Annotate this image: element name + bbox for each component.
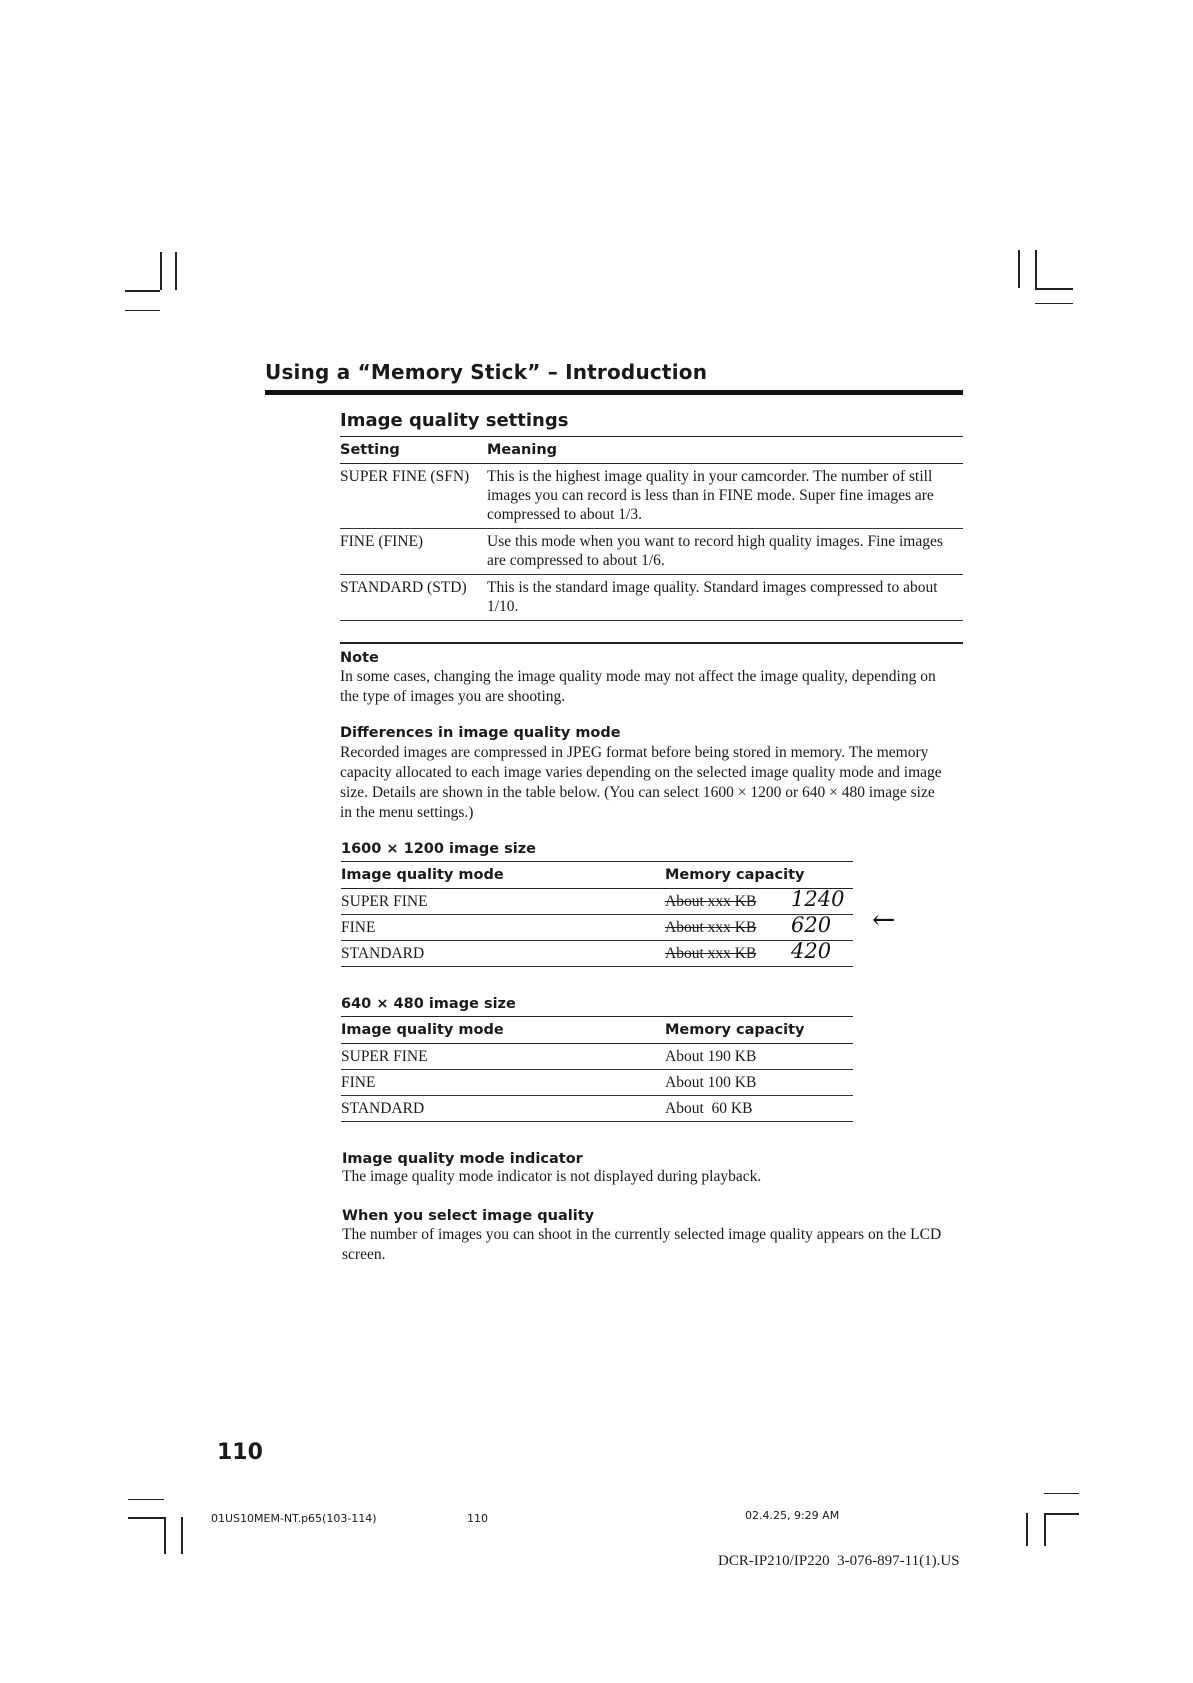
mode-cell: STANDARD (341, 941, 665, 967)
column-header-meaning: Meaning (487, 437, 963, 464)
setting-cell: SUPER FINE (SFN) (340, 464, 487, 529)
indicator-text: The image quality mode indicator is not displayed during playback. (342, 1168, 762, 1185)
image-quality-settings-title: Image quality settings (340, 410, 569, 431)
note-title: Note (340, 650, 379, 666)
mode-cell: FINE (341, 1070, 665, 1096)
section-divider (340, 642, 963, 644)
capacity-cell (665, 915, 853, 941)
setting-cell: FINE (FINE) (340, 529, 487, 575)
crop-mark-top-left (175, 252, 177, 290)
capacity-cell: About 100 KB (665, 1070, 853, 1096)
meaning-cell: Use this mode when you want to record high quality images. Fine images are compressed to about 1/6. (487, 529, 963, 575)
table-640-caption: 640 × 480 image size (341, 996, 516, 1012)
mode-cell: SUPER FINE (341, 889, 665, 915)
crop-mark-bottom-left (128, 1517, 164, 1519)
crop-mark-bottom-right (1044, 1493, 1079, 1494)
capacity-cell: About 60 KB (665, 1096, 853, 1122)
table-1600-caption: 1600 × 1200 image size (341, 841, 537, 857)
heading-rule (265, 390, 963, 395)
section-heading: Using a “Memory Stick” – Introduction (265, 360, 708, 384)
crop-mark-bottom-left (164, 1517, 166, 1554)
crop-mark-bottom-left (128, 1499, 164, 1500)
capacity-printed-text: About xxx KB (665, 944, 757, 962)
column-header-setting: Setting (340, 437, 487, 464)
crop-mark-top-right (1018, 250, 1020, 288)
table-row (340, 529, 963, 575)
when-select-title: When you select image quality (342, 1208, 595, 1224)
memory-capacity-table-640 (341, 1016, 853, 1122)
meaning-cell: This is the highest image quality in your camcorder. The number of still images you can record is less than in FINE mode. Super fine images are compressed to about 1/3. (487, 464, 963, 529)
handwritten-correction: 1240 (791, 887, 845, 911)
handwritten-correction: 420 (791, 939, 832, 963)
meaning-cell: This is the standard image quality. Standard images compressed to about 1/10. (487, 575, 963, 621)
table-row (341, 889, 853, 915)
crop-mark-top-right (1035, 303, 1073, 304)
table-row (341, 915, 853, 941)
note-text: In some cases, changing the image quality mode may not affect the image quality, depending on the type of images you are shooting. (340, 668, 936, 705)
crop-mark-top-left (125, 290, 160, 292)
capacity-cell (665, 941, 853, 967)
table-header-row (340, 437, 963, 464)
footer-timestamp: 02.4.25, 9:29 AM (745, 1509, 840, 1522)
table-row (341, 1044, 853, 1070)
when-select-text: The number of images you can shoot in the currently selected image quality appears on the LCD screen. (342, 1226, 942, 1263)
crop-mark-top-left (160, 252, 162, 290)
crop-mark-bottom-right (1044, 1513, 1079, 1515)
capacity-cell: About 190 KB (665, 1044, 853, 1070)
mode-cell: STANDARD (341, 1096, 665, 1122)
crop-mark-bottom-right (1044, 1513, 1046, 1546)
column-header-mode: Image quality mode (341, 1017, 665, 1044)
table-header-row (341, 862, 853, 889)
mode-cell: FINE (341, 915, 665, 941)
image-quality-settings-table (340, 436, 963, 621)
differences-title: Differences in image quality mode (340, 725, 621, 741)
capacity-printed-text: About xxx KB (665, 892, 757, 910)
crop-mark-top-right (1035, 288, 1073, 290)
table-header-row (341, 1017, 853, 1044)
capacity-cell (665, 889, 853, 915)
column-header-capacity: Memory capacity (665, 1017, 853, 1044)
crop-mark-bottom-left (181, 1517, 183, 1554)
table-row (341, 1096, 853, 1122)
crop-mark-top-right (1035, 250, 1037, 288)
differences-text: Recorded images are compressed in JPEG format before being stored in memory. The memory capacity allocated to each image varies depending on the selected image quality mode and image size. Details are shown in the table below. (You can select 1600 × 1200 or 640 × 480 image size in the menu settings.) (340, 744, 942, 821)
indicator-title: Image quality mode indicator (342, 1151, 583, 1167)
model-code: DCR-IP210/IP220 3-076-897-11(1).US (718, 1553, 960, 1569)
capacity-printed-text: About xxx KB (665, 918, 757, 936)
footer-file-page: 110 (467, 1512, 488, 1525)
table-row (340, 464, 963, 529)
mode-cell: SUPER FINE (341, 1044, 665, 1070)
table-row (341, 1070, 853, 1096)
page-number: 110 (217, 1440, 263, 1465)
footer-file-name: 01US10MEM-NT.p65(103-114) (211, 1512, 377, 1525)
memory-capacity-table-1600 (341, 861, 853, 967)
table-row (340, 575, 963, 621)
handwritten-arrow-icon: ← (872, 903, 896, 936)
column-header-capacity: Memory capacity (665, 862, 853, 889)
crop-mark-bottom-right (1026, 1513, 1028, 1546)
crop-mark-top-left (125, 310, 160, 311)
column-header-mode: Image quality mode (341, 862, 665, 889)
handwritten-correction: 620 (791, 913, 832, 937)
setting-cell: STANDARD (STD) (340, 575, 487, 621)
table-row (341, 941, 853, 967)
